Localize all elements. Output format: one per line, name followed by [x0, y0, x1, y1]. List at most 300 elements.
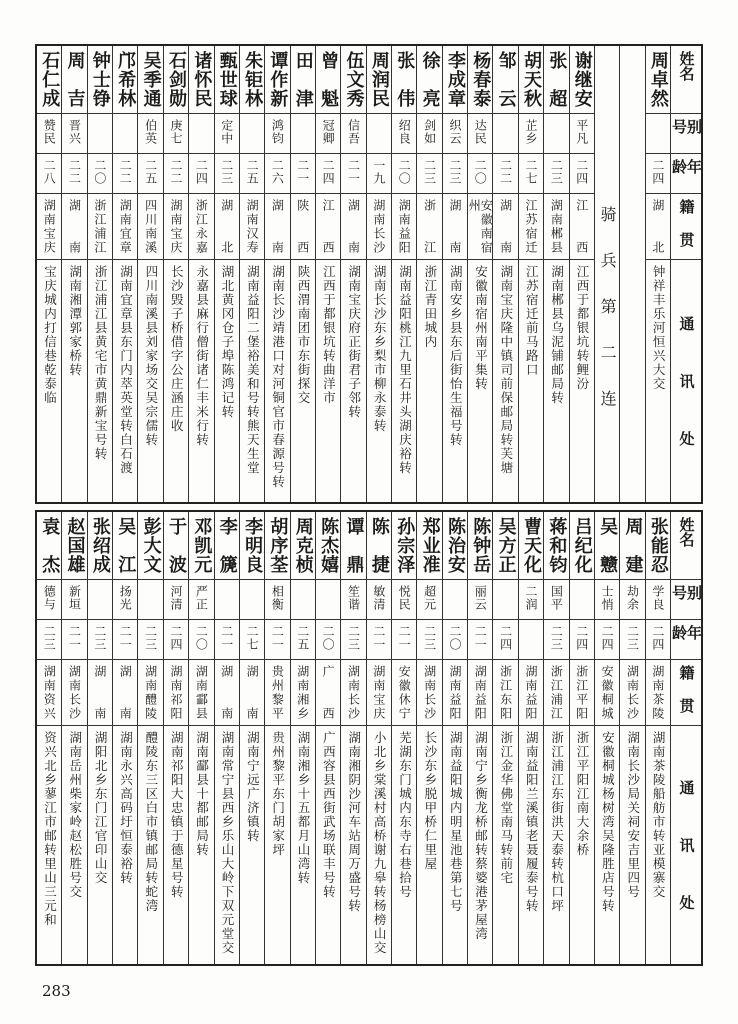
- address-cell: [417, 260, 441, 502]
- person-name: 陈治安: [444, 517, 466, 573]
- person-origin: 湖南长沙: [625, 665, 640, 719]
- alias-cell: [240, 580, 264, 620]
- person-row: [61, 46, 86, 502]
- person-origin: 湖南益阳: [473, 665, 488, 719]
- person-name: 胡序荃: [267, 517, 289, 573]
- header-name-label: 姓名: [677, 517, 696, 547]
- address-cell: [570, 726, 594, 964]
- alias-cell: [88, 114, 112, 154]
- person-address: 醴陵东三区白市镇邮局转蛇湾: [143, 731, 159, 913]
- alias-cell: [544, 580, 568, 620]
- person-name: 张超: [546, 51, 568, 107]
- person-age: 二一: [371, 625, 386, 651]
- person-name: 郑业准: [419, 517, 441, 573]
- header-name-cell: [671, 46, 701, 114]
- person-alias: 劫余: [625, 585, 640, 611]
- person-address: 浙江浦江县黄宅市黄鼎新宝号转: [93, 265, 109, 461]
- address-cell: [138, 260, 162, 502]
- origin-cell: [164, 194, 188, 260]
- address-cell: [265, 726, 289, 964]
- person-name: 陈捷: [368, 517, 390, 573]
- person-origin: 湖南: [447, 199, 462, 253]
- person-origin: 湖南: [245, 665, 260, 719]
- person-address: 湖南湘潭郭家桥转: [67, 265, 83, 377]
- address-cell: [164, 726, 188, 964]
- person-age: 二一: [397, 625, 412, 651]
- person-alias: 丽云: [473, 585, 488, 611]
- origin-cell: [189, 660, 213, 726]
- person-name: 张伟: [394, 51, 416, 107]
- person-name: 张绍成: [89, 517, 111, 573]
- person-row: [442, 46, 467, 502]
- person-origin: 浙江平阳: [574, 665, 589, 719]
- person-origin: 湖南宝庆: [42, 199, 57, 253]
- origin-cell: [215, 660, 239, 726]
- person-name: 胡天秋: [521, 51, 543, 107]
- alias-cell: [367, 580, 391, 620]
- alias-cell: [37, 114, 61, 154]
- alias-cell: [37, 580, 61, 620]
- person-address: 湖南长沙东乡梨市柳永泰转: [372, 265, 388, 433]
- person-age: 二〇: [447, 625, 462, 651]
- person-name: 甄世球: [216, 51, 238, 107]
- person-row: [416, 46, 441, 502]
- age-cell: [443, 154, 467, 194]
- header-age-label: 年龄: [670, 625, 703, 640]
- name-cell: [443, 512, 467, 580]
- person-origin: 湖南资兴: [42, 665, 57, 719]
- person-age: 二二: [67, 159, 82, 185]
- address-cell: [544, 260, 568, 502]
- person-age: 二一: [67, 625, 82, 651]
- address-cell: [367, 726, 391, 964]
- header-column: [670, 46, 701, 502]
- origin-cell: [570, 660, 594, 726]
- person-alias: 超元: [422, 585, 437, 611]
- alias-cell: [493, 580, 517, 620]
- person-age: 二三: [422, 159, 437, 185]
- person-row: [290, 46, 315, 502]
- person-row: [645, 512, 670, 964]
- person-name: 田津: [292, 51, 314, 107]
- person-row: [645, 46, 670, 502]
- person-origin: 湖南: [498, 199, 513, 253]
- person-address: 湖南宝庆隆中镇司前保邮局转芙塘: [498, 265, 514, 475]
- name-cell: [443, 46, 467, 114]
- address-cell: [392, 726, 416, 964]
- person-age: 二〇: [194, 625, 209, 651]
- person-name: 谭作新: [267, 51, 289, 107]
- person-alias: 国平: [549, 585, 564, 611]
- person-alias: 相衡: [270, 585, 285, 611]
- person-age: 二三: [92, 625, 107, 651]
- name-cell: [138, 512, 162, 580]
- header-origin-cell: [671, 194, 701, 260]
- alias-cell: [392, 580, 416, 620]
- address-cell: [138, 726, 162, 964]
- alias-cell: [164, 114, 188, 154]
- person-age: 二一: [219, 625, 234, 651]
- age-cell: [37, 154, 61, 194]
- person-age: 一九: [371, 159, 386, 185]
- person-row: [467, 512, 492, 964]
- origin-cell: [570, 194, 594, 260]
- name-cell: [62, 512, 86, 580]
- age-cell: [265, 620, 289, 660]
- person-name: 李明良: [242, 517, 264, 573]
- address-cell: [646, 260, 670, 502]
- alias-cell: [316, 114, 340, 154]
- person-origin: 湖南宝庆: [371, 665, 386, 719]
- origin-cell: [62, 194, 86, 260]
- person-row: [37, 512, 61, 964]
- address-cell: [265, 260, 289, 502]
- alias-cell: [646, 580, 670, 620]
- name-cell: [417, 46, 441, 114]
- person-age: 二三: [346, 625, 361, 651]
- alias-cell: [291, 114, 315, 154]
- person-row: [37, 46, 61, 502]
- alias-cell: [468, 114, 492, 154]
- age-cell: [341, 154, 365, 194]
- person-address: 湖阳北乡东门江官印山交: [93, 731, 109, 885]
- age-cell: [392, 620, 416, 660]
- person-origin: 湖南宜章: [118, 199, 133, 253]
- address-cell: [468, 260, 492, 502]
- person-origin: 湖南: [219, 665, 234, 719]
- name-cell: [468, 512, 492, 580]
- name-cell: [113, 46, 137, 114]
- person-row: [569, 46, 594, 502]
- person-alias: 冠卿: [321, 119, 336, 145]
- age-cell: [88, 154, 112, 194]
- person-address: 湖南郴县乌泥铺邮局转: [549, 265, 565, 405]
- age-cell: [443, 620, 467, 660]
- person-alias: 信吾: [346, 119, 361, 145]
- header-origin-label: 籍贯: [677, 665, 696, 713]
- origin-cell: [265, 660, 289, 726]
- person-name: 周建: [622, 517, 644, 573]
- alias-cell: [215, 580, 239, 620]
- alias-cell: [544, 114, 568, 154]
- alias-cell: [570, 114, 594, 154]
- origin-cell: [519, 660, 543, 726]
- person-origin: 湖北: [219, 199, 234, 253]
- alias-cell: [316, 580, 340, 620]
- person-alias: 伯英: [143, 119, 158, 145]
- age-cell: [215, 154, 239, 194]
- person-origin: 湖南汉寿: [245, 199, 260, 253]
- person-row: [366, 512, 391, 964]
- person-origin: 湖南: [118, 665, 133, 719]
- person-name: 周克桢: [292, 517, 314, 573]
- header-name-cell: [671, 512, 701, 580]
- origin-cell: [646, 660, 670, 726]
- person-row: [188, 46, 213, 502]
- person-origin: 广西: [321, 665, 336, 719]
- alias-cell: [570, 580, 594, 620]
- address-cell: [215, 726, 239, 964]
- age-cell: [113, 620, 137, 660]
- alias-cell: [620, 580, 644, 620]
- person-row: [188, 512, 213, 964]
- person-address: 芜湖东门城内东寺右巷拾号: [397, 731, 413, 899]
- person-origin: 江西: [574, 199, 589, 253]
- age-cell: [620, 620, 644, 660]
- header-name-label: 姓名: [677, 51, 696, 81]
- person-row: [340, 512, 365, 964]
- section-column: [594, 46, 619, 502]
- person-address: 湖南宜章县东门内萃英堂转白石渡: [118, 265, 134, 475]
- person-age: 二四: [650, 625, 665, 651]
- person-address: 长沙毁子桥借字公庄涵庄收: [169, 265, 185, 433]
- name-cell: [493, 512, 517, 580]
- person-age: 二五: [295, 625, 310, 651]
- person-age: 二三: [42, 625, 57, 651]
- person-origin: 湖南醴陵: [143, 665, 158, 719]
- roster-table-bottom: [35, 510, 703, 966]
- person-age: 二二: [168, 159, 183, 185]
- origin-cell: [113, 660, 137, 726]
- age-cell: [138, 154, 162, 194]
- section-header: [595, 46, 619, 502]
- person-origin: 陕西: [295, 199, 310, 253]
- name-cell: [316, 46, 340, 114]
- origin-cell: [37, 194, 61, 260]
- person-name: 徐亮: [419, 51, 441, 107]
- person-age: 二六: [270, 159, 285, 185]
- name-cell: [189, 46, 213, 114]
- roster-table-top: [35, 44, 703, 504]
- alias-cell: [189, 580, 213, 620]
- person-address: 广西容县西街武场联丰号转: [321, 731, 337, 899]
- person-row: [87, 512, 112, 964]
- alias-cell: [62, 580, 86, 620]
- age-cell: [62, 620, 86, 660]
- person-address: 宝庆城内打信巷乾泰临: [42, 265, 58, 405]
- person-origin: 浙江永嘉: [194, 199, 209, 253]
- person-origin: 湖南祁阳: [168, 665, 183, 719]
- age-cell: [88, 620, 112, 660]
- person-name: 袁杰: [39, 517, 61, 573]
- alias-cell: [519, 580, 543, 620]
- person-age: 二一: [118, 625, 133, 651]
- person-address: 湖南宁乡衡龙桥邮转蔡婆港茅屋湾: [473, 731, 489, 941]
- person-age: 二七: [245, 625, 260, 651]
- address-cell: [88, 260, 112, 502]
- person-address: 湖北黄冈仓子埠陈鸿记转: [219, 265, 235, 419]
- age-cell: [417, 154, 441, 194]
- person-name: 吕纪化: [571, 517, 593, 573]
- address-cell: [113, 726, 137, 964]
- age-cell: [189, 620, 213, 660]
- origin-cell: [392, 194, 416, 260]
- person-origin: 浙江浦江: [92, 199, 107, 253]
- alias-cell: [240, 114, 264, 154]
- address-cell: [341, 726, 365, 964]
- blank-column: [619, 46, 644, 502]
- address-cell: [367, 260, 391, 502]
- person-row: [340, 46, 365, 502]
- name-cell: [291, 46, 315, 114]
- origin-cell: [291, 660, 315, 726]
- section-label: 骑兵第二连: [598, 206, 618, 406]
- person-address: 江西于都银坑转曲洋市: [321, 265, 337, 405]
- person-origin: 浙江: [422, 199, 437, 253]
- person-age: 二三: [549, 625, 564, 651]
- person-row: [619, 512, 644, 964]
- name-cell: [544, 46, 568, 114]
- name-cell: [265, 46, 289, 114]
- age-cell: [164, 620, 188, 660]
- header-origin-label: 籍贯: [677, 199, 696, 247]
- age-cell: [37, 620, 61, 660]
- address-cell: [544, 726, 568, 964]
- alias-cell: [493, 114, 517, 154]
- person-name: 石剑勋: [165, 51, 187, 107]
- person-name: 曹天化: [521, 517, 543, 573]
- person-address: 湖南祁阳大忠镇于德星号转: [169, 731, 185, 899]
- origin-cell: [113, 194, 137, 260]
- address-cell: [595, 726, 619, 964]
- origin-cell: [620, 660, 644, 726]
- age-cell: [468, 154, 492, 194]
- origin-cell: [544, 194, 568, 260]
- address-cell: [341, 260, 365, 502]
- person-address: 湖南茶陵船舫市转亚模寨交: [651, 731, 667, 899]
- origin-cell: [88, 660, 112, 726]
- alias-cell: [62, 114, 86, 154]
- age-cell: [316, 154, 340, 194]
- person-name: 吴季通: [140, 51, 162, 107]
- person-address: 安徽南宿州南平集转: [473, 265, 489, 391]
- alias-cell: [646, 114, 670, 154]
- alias-cell: [341, 114, 365, 154]
- person-address: 江西于都银坑转鲤汾: [574, 265, 590, 391]
- alias-cell: [265, 580, 289, 620]
- person-address: 湖南宁远广济镇转: [245, 731, 261, 843]
- address-cell: [316, 260, 340, 502]
- person-age: 二〇: [321, 625, 336, 651]
- person-address: 长沙东乡脱甲桥仁里屋: [422, 731, 438, 871]
- person-alias: 达民: [473, 119, 488, 145]
- person-alias: 赞民: [42, 119, 57, 145]
- person-row: [543, 512, 568, 964]
- person-address: 湖南长沙局关祠安吉里四号: [625, 731, 641, 899]
- alias-cell: [113, 114, 137, 154]
- age-cell: [493, 154, 517, 194]
- origin-cell: [138, 660, 162, 726]
- person-name: 蒋和钧: [546, 517, 568, 573]
- origin-cell: [468, 660, 492, 726]
- name-cell: [62, 46, 86, 114]
- name-cell: [493, 46, 517, 114]
- person-origin: 湖南长沙: [346, 665, 361, 719]
- address-cell: [189, 260, 213, 502]
- name-cell: [570, 512, 594, 580]
- name-cell: [113, 512, 137, 580]
- address-cell: [443, 260, 467, 502]
- age-cell: [138, 620, 162, 660]
- address-cell: [164, 260, 188, 502]
- person-name: 诸怀民: [191, 51, 213, 107]
- person-name: 李篪: [216, 517, 238, 573]
- name-cell: [646, 512, 670, 580]
- person-origin: 浙江浦江: [549, 665, 564, 719]
- header-address-cell: [671, 726, 701, 964]
- person-alias: 庚七: [168, 119, 183, 145]
- age-cell: [291, 620, 315, 660]
- person-alias: 鸿钧: [270, 119, 285, 145]
- person-row: [518, 46, 543, 502]
- name-cell: [215, 46, 239, 114]
- header-address-label: 通讯处: [677, 316, 696, 446]
- header-age-cell: [671, 620, 701, 660]
- person-name: 曾魁: [318, 51, 340, 107]
- person-address: 小北乡棠溪村高桥谢九皋转杨榜山交: [372, 731, 388, 955]
- header-address-cell: [671, 260, 701, 502]
- name-cell: [215, 512, 239, 580]
- person-row: [214, 512, 239, 964]
- address-cell: [519, 260, 543, 502]
- name-cell: [544, 512, 568, 580]
- person-address: 浙江浦江东街洪天泰转杭口坪: [549, 731, 565, 913]
- person-address: 湖南益阳桃江九里石井头湖庆裕转: [397, 265, 413, 475]
- person-alias: 悦民: [397, 585, 412, 611]
- person-origin: 湖南湘乡: [295, 665, 310, 719]
- origin-cell: [367, 660, 391, 726]
- person-origin: 湖南益阳: [524, 665, 539, 719]
- person-origin: 湖南茶陵: [650, 665, 665, 719]
- origin-cell: [316, 660, 340, 726]
- name-cell: [138, 46, 162, 114]
- person-name: 吴江: [115, 517, 137, 573]
- address-cell: [392, 260, 416, 502]
- name-cell: [240, 46, 264, 114]
- person-row: [290, 512, 315, 964]
- address-cell: [62, 260, 86, 502]
- origin-cell: [265, 194, 289, 260]
- age-cell: [392, 154, 416, 194]
- name-cell: [392, 512, 416, 580]
- person-address: 浙江青田城内: [422, 265, 438, 349]
- alias-cell: [138, 580, 162, 620]
- age-cell: [291, 154, 315, 194]
- alias-cell: [468, 580, 492, 620]
- person-origin: 湖南酃县: [194, 665, 209, 719]
- header-age-label: 年龄: [670, 159, 703, 174]
- age-cell: [570, 154, 594, 194]
- origin-cell: [62, 660, 86, 726]
- origin-cell: [443, 194, 467, 260]
- person-row: [492, 46, 517, 502]
- person-address: 湖南岳州柴家岭赵松胜号交: [67, 731, 83, 899]
- person-address: 湖南湘乡十五都月山湾转: [296, 731, 312, 885]
- alias-cell: [88, 580, 112, 620]
- alias-cell: [164, 580, 188, 620]
- person-row: [214, 46, 239, 502]
- address-cell: [417, 726, 441, 964]
- person-origin: 江苏宿迁: [524, 199, 539, 253]
- alias-cell: [443, 114, 467, 154]
- person-age: 二四: [321, 159, 336, 185]
- person-name: 周吉: [64, 51, 86, 107]
- person-row: [112, 512, 137, 964]
- origin-cell: [88, 194, 112, 260]
- person-age: 二〇: [473, 159, 488, 185]
- person-row: [416, 512, 441, 964]
- name-cell: [265, 512, 289, 580]
